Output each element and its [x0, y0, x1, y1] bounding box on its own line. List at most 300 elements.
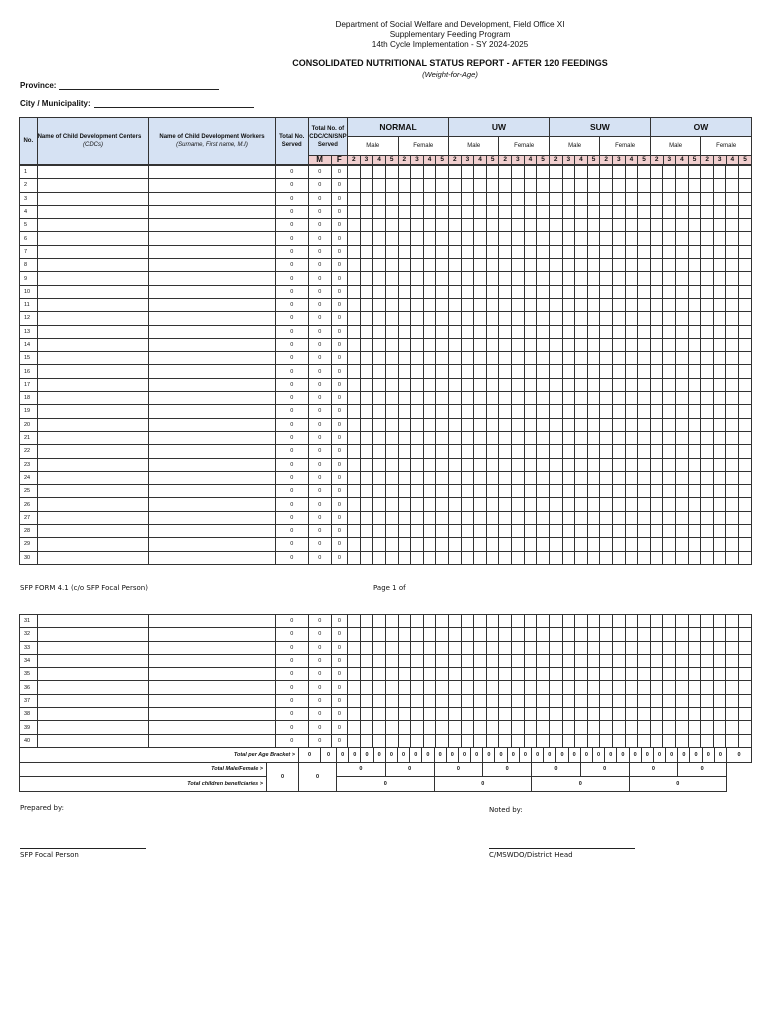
age-count-cell[interactable] — [739, 511, 752, 524]
age-count-cell[interactable] — [575, 458, 588, 471]
age-count-cell[interactable] — [537, 232, 550, 245]
age-count-cell[interactable] — [524, 628, 537, 641]
age-count-cell[interactable] — [524, 525, 537, 538]
cdc-name-cell[interactable] — [37, 418, 149, 431]
age-count-cell[interactable] — [612, 405, 625, 418]
age-count-cell[interactable] — [600, 485, 613, 498]
age-count-cell[interactable] — [436, 205, 449, 218]
age-count-cell[interactable] — [625, 245, 638, 258]
age-count-cell[interactable] — [713, 272, 726, 285]
cdc-name-cell[interactable] — [37, 166, 149, 179]
age-count-cell[interactable] — [638, 654, 651, 667]
cdc-name-cell[interactable] — [37, 325, 149, 338]
age-count-cell[interactable] — [688, 179, 701, 192]
age-count-cell[interactable] — [600, 405, 613, 418]
age-count-cell[interactable] — [549, 498, 562, 511]
age-count-cell[interactable] — [676, 445, 689, 458]
age-count-cell[interactable] — [386, 641, 399, 654]
age-count-cell[interactable] — [575, 392, 588, 405]
age-count-cell[interactable] — [449, 338, 462, 351]
age-count-cell[interactable] — [436, 458, 449, 471]
age-count-cell[interactable] — [600, 445, 613, 458]
age-count-cell[interactable] — [663, 259, 676, 272]
age-count-cell[interactable] — [474, 166, 487, 179]
age-count-cell[interactable] — [360, 192, 373, 205]
age-count-cell[interactable] — [423, 694, 436, 707]
age-count-cell[interactable] — [650, 694, 663, 707]
age-count-cell[interactable] — [701, 325, 714, 338]
age-count-cell[interactable] — [612, 525, 625, 538]
age-count-cell[interactable] — [423, 628, 436, 641]
age-count-cell[interactable] — [713, 458, 726, 471]
age-count-cell[interactable] — [676, 708, 689, 721]
age-count-cell[interactable] — [600, 734, 613, 747]
age-count-cell[interactable] — [512, 551, 525, 564]
age-count-cell[interactable] — [600, 312, 613, 325]
age-count-cell[interactable] — [486, 245, 499, 258]
age-count-cell[interactable] — [562, 681, 575, 694]
age-count-cell[interactable] — [650, 734, 663, 747]
age-count-cell[interactable] — [676, 681, 689, 694]
age-count-cell[interactable] — [474, 298, 487, 311]
age-count-cell[interactable] — [587, 498, 600, 511]
age-count-cell[interactable] — [575, 166, 588, 179]
age-count-cell[interactable] — [348, 431, 361, 444]
age-count-cell[interactable] — [562, 205, 575, 218]
age-count-cell[interactable] — [537, 418, 550, 431]
age-count-cell[interactable] — [411, 615, 424, 628]
age-count-cell[interactable] — [449, 551, 462, 564]
cdw-name-cell[interactable] — [149, 485, 275, 498]
cdc-name-cell[interactable] — [37, 298, 149, 311]
age-count-cell[interactable] — [650, 721, 663, 734]
age-count-cell[interactable] — [386, 498, 399, 511]
age-count-cell[interactable] — [713, 628, 726, 641]
cdw-name-cell[interactable] — [149, 458, 275, 471]
age-count-cell[interactable] — [486, 392, 499, 405]
age-count-cell[interactable] — [625, 179, 638, 192]
age-count-cell[interactable] — [474, 365, 487, 378]
age-count-cell[interactable] — [360, 392, 373, 405]
age-count-cell[interactable] — [663, 654, 676, 667]
age-count-cell[interactable] — [461, 325, 474, 338]
age-count-cell[interactable] — [524, 431, 537, 444]
age-count-cell[interactable] — [562, 525, 575, 538]
age-count-cell[interactable] — [726, 485, 739, 498]
age-count-cell[interactable] — [587, 338, 600, 351]
age-count-cell[interactable] — [739, 378, 752, 391]
age-count-cell[interactable] — [373, 378, 386, 391]
age-count-cell[interactable] — [726, 192, 739, 205]
age-count-cell[interactable] — [739, 431, 752, 444]
age-count-cell[interactable] — [512, 219, 525, 232]
age-count-cell[interactable] — [398, 525, 411, 538]
age-count-cell[interactable] — [449, 205, 462, 218]
age-count-cell[interactable] — [562, 485, 575, 498]
age-count-cell[interactable] — [676, 458, 689, 471]
age-count-cell[interactable] — [549, 694, 562, 707]
age-count-cell[interactable] — [713, 654, 726, 667]
age-count-cell[interactable] — [676, 654, 689, 667]
age-count-cell[interactable] — [549, 338, 562, 351]
age-count-cell[interactable] — [650, 525, 663, 538]
age-count-cell[interactable] — [486, 511, 499, 524]
age-count-cell[interactable] — [562, 551, 575, 564]
age-count-cell[interactable] — [726, 445, 739, 458]
age-count-cell[interactable] — [625, 431, 638, 444]
age-count-cell[interactable] — [398, 166, 411, 179]
age-count-cell[interactable] — [688, 485, 701, 498]
age-count-cell[interactable] — [600, 232, 613, 245]
age-count-cell[interactable] — [474, 708, 487, 721]
age-count-cell[interactable] — [713, 418, 726, 431]
age-count-cell[interactable] — [474, 485, 487, 498]
age-count-cell[interactable] — [386, 721, 399, 734]
age-count-cell[interactable] — [663, 365, 676, 378]
age-count-cell[interactable] — [612, 681, 625, 694]
age-count-cell[interactable] — [499, 298, 512, 311]
age-count-cell[interactable] — [537, 352, 550, 365]
age-count-cell[interactable] — [713, 734, 726, 747]
age-count-cell[interactable] — [449, 245, 462, 258]
age-count-cell[interactable] — [373, 232, 386, 245]
age-count-cell[interactable] — [701, 352, 714, 365]
cdw-name-cell[interactable] — [149, 365, 275, 378]
age-count-cell[interactable] — [575, 272, 588, 285]
age-count-cell[interactable] — [449, 392, 462, 405]
age-count-cell[interactable] — [348, 551, 361, 564]
age-count-cell[interactable] — [562, 166, 575, 179]
age-count-cell[interactable] — [713, 365, 726, 378]
age-count-cell[interactable] — [360, 551, 373, 564]
age-count-cell[interactable] — [587, 485, 600, 498]
cdw-name-cell[interactable] — [149, 245, 275, 258]
age-count-cell[interactable] — [360, 681, 373, 694]
age-count-cell[interactable] — [575, 628, 588, 641]
age-count-cell[interactable] — [600, 259, 613, 272]
age-count-cell[interactable] — [461, 654, 474, 667]
age-count-cell[interactable] — [486, 538, 499, 551]
age-count-cell[interactable] — [386, 405, 399, 418]
age-count-cell[interactable] — [739, 445, 752, 458]
age-count-cell[interactable] — [638, 694, 651, 707]
age-count-cell[interactable] — [411, 445, 424, 458]
cdc-name-cell[interactable] — [37, 721, 149, 734]
age-count-cell[interactable] — [713, 668, 726, 681]
age-count-cell[interactable] — [688, 352, 701, 365]
age-count-cell[interactable] — [524, 272, 537, 285]
age-count-cell[interactable] — [373, 431, 386, 444]
age-count-cell[interactable] — [461, 352, 474, 365]
age-count-cell[interactable] — [726, 298, 739, 311]
age-count-cell[interactable] — [739, 285, 752, 298]
age-count-cell[interactable] — [524, 245, 537, 258]
age-count-cell[interactable] — [638, 628, 651, 641]
age-count-cell[interactable] — [486, 458, 499, 471]
age-count-cell[interactable] — [474, 431, 487, 444]
age-count-cell[interactable] — [411, 259, 424, 272]
age-count-cell[interactable] — [676, 166, 689, 179]
age-count-cell[interactable] — [688, 405, 701, 418]
age-count-cell[interactable] — [423, 259, 436, 272]
age-count-cell[interactable] — [411, 694, 424, 707]
age-count-cell[interactable] — [348, 694, 361, 707]
age-count-cell[interactable] — [549, 298, 562, 311]
age-count-cell[interactable] — [688, 232, 701, 245]
age-count-cell[interactable] — [676, 312, 689, 325]
age-count-cell[interactable] — [436, 668, 449, 681]
age-count-cell[interactable] — [461, 245, 474, 258]
age-count-cell[interactable] — [612, 721, 625, 734]
age-count-cell[interactable] — [600, 654, 613, 667]
age-count-cell[interactable] — [676, 485, 689, 498]
age-count-cell[interactable] — [688, 551, 701, 564]
age-count-cell[interactable] — [726, 471, 739, 484]
age-count-cell[interactable] — [524, 219, 537, 232]
age-count-cell[interactable] — [398, 179, 411, 192]
age-count-cell[interactable] — [562, 192, 575, 205]
age-count-cell[interactable] — [486, 721, 499, 734]
age-count-cell[interactable] — [449, 708, 462, 721]
age-count-cell[interactable] — [549, 325, 562, 338]
age-count-cell[interactable] — [612, 615, 625, 628]
age-count-cell[interactable] — [386, 694, 399, 707]
age-count-cell[interactable] — [562, 538, 575, 551]
age-count-cell[interactable] — [638, 511, 651, 524]
age-count-cell[interactable] — [411, 352, 424, 365]
age-count-cell[interactable] — [449, 445, 462, 458]
age-count-cell[interactable] — [625, 166, 638, 179]
cdc-name-cell[interactable] — [37, 551, 149, 564]
age-count-cell[interactable] — [486, 272, 499, 285]
age-count-cell[interactable] — [537, 312, 550, 325]
age-count-cell[interactable] — [650, 511, 663, 524]
age-count-cell[interactable] — [549, 392, 562, 405]
age-count-cell[interactable] — [663, 458, 676, 471]
age-count-cell[interactable] — [499, 378, 512, 391]
age-count-cell[interactable] — [411, 312, 424, 325]
age-count-cell[interactable] — [676, 179, 689, 192]
age-count-cell[interactable] — [726, 232, 739, 245]
age-count-cell[interactable] — [524, 285, 537, 298]
age-count-cell[interactable] — [537, 681, 550, 694]
age-count-cell[interactable] — [436, 166, 449, 179]
age-count-cell[interactable] — [638, 485, 651, 498]
age-count-cell[interactable] — [625, 338, 638, 351]
age-count-cell[interactable] — [587, 471, 600, 484]
age-count-cell[interactable] — [562, 641, 575, 654]
age-count-cell[interactable] — [461, 511, 474, 524]
cdc-name-cell[interactable] — [37, 179, 149, 192]
age-count-cell[interactable] — [449, 471, 462, 484]
age-count-cell[interactable] — [512, 708, 525, 721]
age-count-cell[interactable] — [638, 312, 651, 325]
age-count-cell[interactable] — [373, 641, 386, 654]
age-count-cell[interactable] — [701, 166, 714, 179]
age-count-cell[interactable] — [650, 205, 663, 218]
age-count-cell[interactable] — [701, 378, 714, 391]
age-count-cell[interactable] — [411, 681, 424, 694]
age-count-cell[interactable] — [663, 538, 676, 551]
cdw-name-cell[interactable] — [149, 628, 275, 641]
age-count-cell[interactable] — [449, 365, 462, 378]
age-count-cell[interactable] — [638, 708, 651, 721]
age-count-cell[interactable] — [663, 405, 676, 418]
age-count-cell[interactable] — [549, 431, 562, 444]
age-count-cell[interactable] — [398, 471, 411, 484]
age-count-cell[interactable] — [436, 485, 449, 498]
age-count-cell[interactable] — [411, 734, 424, 747]
age-count-cell[interactable] — [701, 445, 714, 458]
age-count-cell[interactable] — [474, 734, 487, 747]
age-count-cell[interactable] — [398, 312, 411, 325]
age-count-cell[interactable] — [587, 681, 600, 694]
age-count-cell[interactable] — [600, 694, 613, 707]
age-count-cell[interactable] — [423, 551, 436, 564]
age-count-cell[interactable] — [524, 166, 537, 179]
age-count-cell[interactable] — [524, 721, 537, 734]
age-count-cell[interactable] — [436, 525, 449, 538]
age-count-cell[interactable] — [739, 485, 752, 498]
age-count-cell[interactable] — [360, 365, 373, 378]
age-count-cell[interactable] — [650, 405, 663, 418]
age-count-cell[interactable] — [726, 734, 739, 747]
age-count-cell[interactable] — [638, 166, 651, 179]
age-count-cell[interactable] — [701, 272, 714, 285]
age-count-cell[interactable] — [713, 708, 726, 721]
age-count-cell[interactable] — [348, 298, 361, 311]
age-count-cell[interactable] — [537, 405, 550, 418]
age-count-cell[interactable] — [663, 551, 676, 564]
age-count-cell[interactable] — [461, 405, 474, 418]
age-count-cell[interactable] — [650, 538, 663, 551]
age-count-cell[interactable] — [713, 338, 726, 351]
age-count-cell[interactable] — [474, 681, 487, 694]
age-count-cell[interactable] — [587, 538, 600, 551]
age-count-cell[interactable] — [562, 445, 575, 458]
age-count-cell[interactable] — [562, 654, 575, 667]
age-count-cell[interactable] — [499, 538, 512, 551]
age-count-cell[interactable] — [461, 498, 474, 511]
age-count-cell[interactable] — [625, 551, 638, 564]
age-count-cell[interactable] — [638, 378, 651, 391]
age-count-cell[interactable] — [486, 325, 499, 338]
age-count-cell[interactable] — [398, 721, 411, 734]
age-count-cell[interactable] — [486, 498, 499, 511]
age-count-cell[interactable] — [461, 272, 474, 285]
age-count-cell[interactable] — [600, 298, 613, 311]
age-count-cell[interactable] — [726, 654, 739, 667]
age-count-cell[interactable] — [449, 538, 462, 551]
age-count-cell[interactable] — [713, 392, 726, 405]
age-count-cell[interactable] — [663, 445, 676, 458]
age-count-cell[interactable] — [373, 551, 386, 564]
age-count-cell[interactable] — [663, 511, 676, 524]
age-count-cell[interactable] — [499, 708, 512, 721]
age-count-cell[interactable] — [524, 205, 537, 218]
age-count-cell[interactable] — [549, 615, 562, 628]
age-count-cell[interactable] — [562, 392, 575, 405]
age-count-cell[interactable] — [524, 338, 537, 351]
age-count-cell[interactable] — [701, 232, 714, 245]
age-count-cell[interactable] — [701, 654, 714, 667]
age-count-cell[interactable] — [348, 668, 361, 681]
age-count-cell[interactable] — [524, 734, 537, 747]
age-count-cell[interactable] — [562, 405, 575, 418]
age-count-cell[interactable] — [713, 681, 726, 694]
age-count-cell[interactable] — [398, 668, 411, 681]
age-count-cell[interactable] — [713, 498, 726, 511]
age-count-cell[interactable] — [512, 392, 525, 405]
age-count-cell[interactable] — [739, 628, 752, 641]
age-count-cell[interactable] — [701, 694, 714, 707]
age-count-cell[interactable] — [524, 179, 537, 192]
age-count-cell[interactable] — [575, 219, 588, 232]
age-count-cell[interactable] — [537, 378, 550, 391]
age-count-cell[interactable] — [688, 325, 701, 338]
age-count-cell[interactable] — [411, 511, 424, 524]
age-count-cell[interactable] — [474, 551, 487, 564]
age-count-cell[interactable] — [663, 392, 676, 405]
cdc-name-cell[interactable] — [37, 734, 149, 747]
age-count-cell[interactable] — [486, 525, 499, 538]
age-count-cell[interactable] — [625, 538, 638, 551]
age-count-cell[interactable] — [713, 471, 726, 484]
age-count-cell[interactable] — [688, 498, 701, 511]
age-count-cell[interactable] — [373, 708, 386, 721]
age-count-cell[interactable] — [676, 205, 689, 218]
age-count-cell[interactable] — [688, 538, 701, 551]
age-count-cell[interactable] — [587, 431, 600, 444]
age-count-cell[interactable] — [713, 312, 726, 325]
age-count-cell[interactable] — [587, 285, 600, 298]
age-count-cell[interactable] — [436, 721, 449, 734]
age-count-cell[interactable] — [587, 418, 600, 431]
age-count-cell[interactable] — [486, 405, 499, 418]
age-count-cell[interactable] — [449, 378, 462, 391]
age-count-cell[interactable] — [676, 392, 689, 405]
age-count-cell[interactable] — [587, 179, 600, 192]
age-count-cell[interactable] — [373, 259, 386, 272]
age-count-cell[interactable] — [739, 352, 752, 365]
age-count-cell[interactable] — [423, 538, 436, 551]
age-count-cell[interactable] — [360, 511, 373, 524]
age-count-cell[interactable] — [512, 378, 525, 391]
age-count-cell[interactable] — [411, 245, 424, 258]
age-count-cell[interactable] — [499, 654, 512, 667]
age-count-cell[interactable] — [650, 668, 663, 681]
age-count-cell[interactable] — [461, 538, 474, 551]
age-count-cell[interactable] — [688, 298, 701, 311]
age-count-cell[interactable] — [549, 654, 562, 667]
age-count-cell[interactable] — [663, 179, 676, 192]
age-count-cell[interactable] — [499, 511, 512, 524]
age-count-cell[interactable] — [411, 471, 424, 484]
age-count-cell[interactable] — [449, 166, 462, 179]
age-count-cell[interactable] — [386, 378, 399, 391]
age-count-cell[interactable] — [499, 312, 512, 325]
cdw-name-cell[interactable] — [149, 734, 275, 747]
age-count-cell[interactable] — [373, 734, 386, 747]
age-count-cell[interactable] — [739, 272, 752, 285]
age-count-cell[interactable] — [625, 485, 638, 498]
age-count-cell[interactable] — [373, 654, 386, 667]
age-count-cell[interactable] — [612, 205, 625, 218]
age-count-cell[interactable] — [537, 245, 550, 258]
age-count-cell[interactable] — [739, 538, 752, 551]
age-count-cell[interactable] — [436, 365, 449, 378]
age-count-cell[interactable] — [474, 525, 487, 538]
